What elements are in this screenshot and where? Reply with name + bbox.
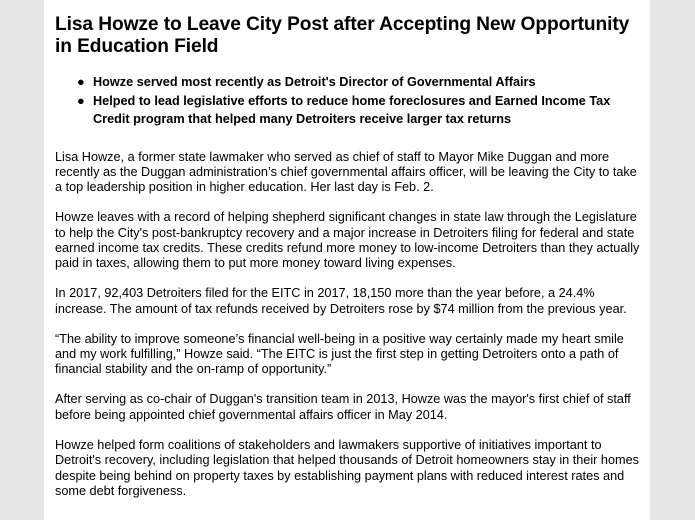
paragraph: After serving as co-chair of Duggan's transition team in 2013, Howze was the mayor's first chief of staff before being appointed chief governmental affairs officer in May 2014. xyxy=(55,392,631,422)
bullet-icon: ● xyxy=(77,75,85,89)
bullet-text: Helped to lead legislative efforts to reduce home foreclosures and Earned Income Tax Credit program that helped many Detroiters receive larger tax returns xyxy=(93,93,611,126)
paragraph: Lisa Howze, a former state lawmaker who served as chief of staff to Mayor Mike Duggan and more recently as the Duggan administration’s chief governmental affairs officer, will be leaving the City to take a top leadership position in higher education. Her last day is Feb. 2. xyxy=(55,149,637,195)
paragraph: Howze helped form coalitions of stakeholders and lawmakers supportive of initiatives important to Detroit's recovery, including legislation that helped thousands of Detroit homeowners stay in their homes despite being behind on property taxes by establishing payment plans with reduced interest rates and some debt forgiveness. xyxy=(55,437,640,498)
bullet-text: Howze served most recently as Detroit's Director of Governmental Affairs xyxy=(93,75,536,89)
paragraph: In 2017, 92,403 Detroiters filed for the EITC in 2017, 18,150 more than the year before, a 24.4% increase. The amount of tax refunds received by Detroiters rose by $74 million from the previous year. xyxy=(55,286,627,316)
article-body xyxy=(55,150,645,500)
bullet-item xyxy=(77,73,645,92)
article xyxy=(55,14,645,514)
bullet-icon: ● xyxy=(77,93,85,108)
summary-bullets xyxy=(55,73,645,129)
paragraph: “The ability to improve someone’s financial well-being in a positive way certainly made my heart smile and my work fulfilling,” Howze said. “The EITC is just the first step in getting Detroiters onto a path of financial stability and the on-ramp of opportunity.” xyxy=(55,331,624,377)
document-page xyxy=(44,0,650,520)
article-headline: Lisa Howze to Leave City Post after Accepting New Opportunity in Education Field xyxy=(55,14,630,57)
paragraph: Howze leaves with a record of helping shepherd significant changes in state law through the Legislature to help the City's post-bankruptcy recovery and a major increase in Detroiters filing for federal and state earned income tax credits. These credits refund more money to low-income Detroiters than they actually paid in taxes, allowing them to put more money toward living expenses. xyxy=(55,210,640,271)
bullet-item xyxy=(77,92,645,129)
